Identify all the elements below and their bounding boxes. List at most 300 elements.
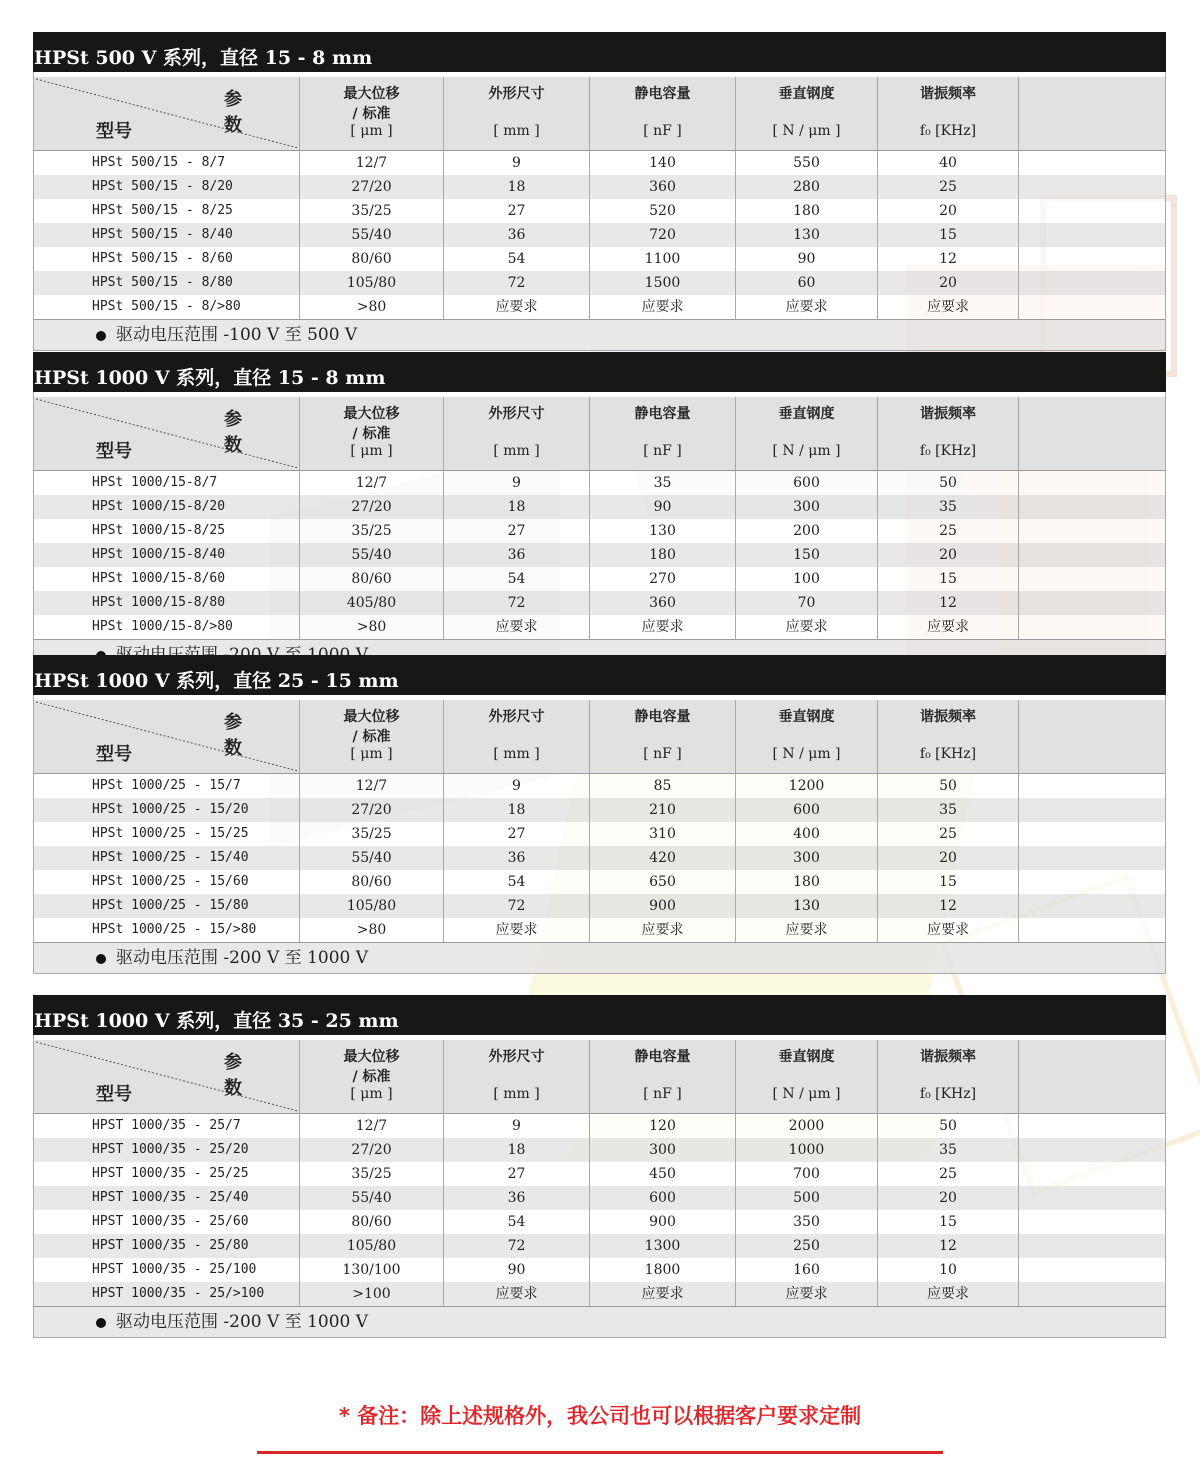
value-cell: 25 [878, 1162, 1019, 1186]
value-cell: 20 [878, 846, 1019, 870]
model-cell: HPSt 500/15 - 8/20 [34, 175, 300, 199]
table-row [34, 295, 1165, 319]
header-label-line: [ nF ] [643, 123, 682, 139]
header-corner-cell [34, 700, 300, 773]
table-row [34, 567, 1165, 591]
value-cell: 54 [444, 870, 590, 894]
value-cell: 应要求 [590, 615, 736, 639]
value-cell: 1000 [736, 1138, 878, 1162]
value-cell: 50 [878, 471, 1019, 495]
model-cell: HPSt 1000/15-8/80 [34, 591, 300, 615]
empty-cell [1019, 1162, 1165, 1186]
model-cell: HPSt 1000/25 - 15/40 [34, 846, 300, 870]
value-cell: 12 [878, 894, 1019, 918]
empty-cell [1019, 271, 1165, 295]
value-cell: 85 [590, 774, 736, 798]
empty-cell [1019, 1114, 1165, 1138]
header-label-line: 最大位移 [343, 86, 400, 102]
drive-voltage-footer [34, 942, 1165, 973]
table-row [34, 591, 1165, 615]
value-cell: 250 [736, 1234, 878, 1258]
value-cell: 90 [590, 495, 736, 519]
value-cell: >80 [300, 918, 444, 942]
header-freq [878, 77, 1019, 150]
header-label-line: [ mm ] [493, 443, 540, 459]
model-header-label: 型号 [96, 441, 132, 462]
header-label-line: [ μm ] [350, 123, 393, 139]
model-header-label: 型号 [96, 1084, 132, 1105]
model-cell: HPSt 1000/15-8/7 [34, 471, 300, 495]
param-header-label: 参 数 [224, 409, 262, 456]
param-header-label: 参 数 [224, 712, 262, 759]
value-cell: 25 [878, 822, 1019, 846]
table-row [34, 495, 1165, 519]
header-stiff [736, 77, 878, 150]
table-row [34, 543, 1165, 567]
model-cell: HPSt 500/15 - 8/>80 [34, 295, 300, 319]
spec-table-section [33, 352, 1166, 671]
value-cell: 应要求 [444, 1282, 590, 1306]
drive-voltage-text: 驱动电压范围 -100 V 至 500 V [116, 325, 358, 345]
value-cell: 40 [878, 151, 1019, 175]
header-label-line: [ μm ] [350, 1086, 393, 1102]
spec-table [33, 1035, 1166, 1338]
value-cell: 15 [878, 1210, 1019, 1234]
bullet-icon [96, 331, 106, 341]
header-corner-cell [34, 1040, 300, 1113]
model-cell: HPST 1000/35 - 25/7 [34, 1114, 300, 1138]
value-cell: 72 [444, 271, 590, 295]
value-cell: 20 [878, 199, 1019, 223]
value-cell: 应要求 [444, 295, 590, 319]
table-row [34, 199, 1165, 223]
table-row [34, 1138, 1165, 1162]
value-cell: 310 [590, 822, 736, 846]
table-row [34, 247, 1165, 271]
value-cell: 1500 [590, 271, 736, 295]
model-cell: HPSt 1000/15-8/60 [34, 567, 300, 591]
value-cell: 140 [590, 151, 736, 175]
header-label-line: f₀ [KHz] [919, 123, 977, 139]
value-cell: 36 [444, 846, 590, 870]
model-cell: HPSt 500/15 - 8/60 [34, 247, 300, 271]
header-label-line: 垂直钢度 [778, 1049, 835, 1065]
value-cell: 105/80 [300, 271, 444, 295]
header-cap [590, 397, 736, 470]
drive-voltage-text: 驱动电压范围 -200 V 至 1000 V [116, 1312, 369, 1332]
empty-cell [1019, 1138, 1165, 1162]
table-header [34, 72, 1165, 151]
model-cell: HPSt 1000/25 - 15/60 [34, 870, 300, 894]
empty-cell [1019, 846, 1165, 870]
header-disp [300, 1040, 444, 1113]
header-label-line: / 标准 [352, 1069, 391, 1085]
empty-cell [1019, 543, 1165, 567]
value-cell: 应要求 [736, 295, 878, 319]
value-cell: 72 [444, 894, 590, 918]
empty-cell [1019, 870, 1165, 894]
value-cell: 450 [590, 1162, 736, 1186]
value-cell: 12/7 [300, 151, 444, 175]
table-row [34, 471, 1165, 495]
value-cell: 20 [878, 543, 1019, 567]
header-size [444, 77, 590, 150]
model-cell: HPST 1000/35 - 25/>100 [34, 1282, 300, 1306]
table-row [34, 1114, 1165, 1138]
model-header-label: 型号 [96, 744, 132, 765]
model-cell: HPSt 1000/25 - 15/7 [34, 774, 300, 798]
header-label-line: f₀ [KHz] [919, 746, 977, 762]
header-corner-cell [34, 397, 300, 470]
value-cell: 105/80 [300, 894, 444, 918]
value-cell: 100 [736, 567, 878, 591]
header-label-line: 外形尺寸 [488, 709, 545, 725]
value-cell: 应要求 [736, 615, 878, 639]
empty-cell [1019, 519, 1165, 543]
spec-table-section [33, 32, 1166, 351]
value-cell: 1100 [590, 247, 736, 271]
value-cell: 27 [444, 199, 590, 223]
model-cell: HPST 1000/35 - 25/100 [34, 1258, 300, 1282]
model-cell: HPSt 1000/15-8/25 [34, 519, 300, 543]
model-cell: HPSt 500/15 - 8/80 [34, 271, 300, 295]
value-cell: 应要求 [590, 295, 736, 319]
value-cell: 270 [590, 567, 736, 591]
value-cell: 60 [736, 271, 878, 295]
header-size [444, 397, 590, 470]
header-label-line: [ μm ] [350, 746, 393, 762]
value-cell: 12/7 [300, 471, 444, 495]
value-cell: 600 [736, 798, 878, 822]
header-stiff [736, 700, 878, 773]
table-row [34, 615, 1165, 639]
spec-table-section [33, 995, 1166, 1338]
value-cell: >100 [300, 1282, 444, 1306]
table-body [34, 1114, 1165, 1306]
header-label-line: 静电容量 [634, 709, 691, 725]
table-row [34, 1234, 1165, 1258]
value-cell: 180 [590, 543, 736, 567]
value-cell: 70 [736, 591, 878, 615]
value-cell: 应要求 [590, 918, 736, 942]
table-row [34, 846, 1165, 870]
value-cell: 200 [736, 519, 878, 543]
header-label-line: [ nF ] [643, 746, 682, 762]
table-header [34, 392, 1165, 471]
value-cell: 12 [878, 247, 1019, 271]
empty-cell [1019, 615, 1165, 639]
value-cell: 55/40 [300, 223, 444, 247]
value-cell: 20 [878, 271, 1019, 295]
header-cap [590, 700, 736, 773]
value-cell: 280 [736, 175, 878, 199]
table-row [34, 223, 1165, 247]
table-row [34, 870, 1165, 894]
table-body [34, 471, 1165, 639]
empty-cell [1019, 495, 1165, 519]
header-empty [1019, 397, 1165, 470]
value-cell: 130 [736, 894, 878, 918]
value-cell: 10 [878, 1258, 1019, 1282]
value-cell: 35 [878, 798, 1019, 822]
empty-cell [1019, 591, 1165, 615]
value-cell: 应要求 [590, 1282, 736, 1306]
header-stiff [736, 1040, 878, 1113]
value-cell: 27/20 [300, 495, 444, 519]
header-size [444, 700, 590, 773]
value-cell: 27 [444, 822, 590, 846]
header-label-line: [ N / μm ] [772, 1086, 841, 1102]
value-cell: 35/25 [300, 519, 444, 543]
value-cell: 应要求 [444, 615, 590, 639]
custom-note: * 备注：除上述规格外，我公司也可以根据客户要求定制 [338, 1404, 862, 1428]
value-cell: 180 [736, 199, 878, 223]
model-cell: HPST 1000/35 - 25/25 [34, 1162, 300, 1186]
value-cell: 1300 [590, 1234, 736, 1258]
value-cell: 25 [878, 175, 1019, 199]
value-cell: 600 [736, 471, 878, 495]
table-header [34, 1035, 1165, 1114]
value-cell: 160 [736, 1258, 878, 1282]
table-row [34, 1186, 1165, 1210]
value-cell: 9 [444, 1114, 590, 1138]
header-label-line: 外形尺寸 [488, 1049, 545, 1065]
empty-cell [1019, 175, 1165, 199]
header-cap [590, 77, 736, 150]
param-header-label: 参 数 [224, 1052, 262, 1099]
value-cell: 54 [444, 247, 590, 271]
value-cell: 400 [736, 822, 878, 846]
table-body [34, 774, 1165, 942]
table-row [34, 822, 1165, 846]
value-cell: 12 [878, 591, 1019, 615]
model-cell: HPSt 1000/15-8/20 [34, 495, 300, 519]
model-cell: HPST 1000/35 - 25/20 [34, 1138, 300, 1162]
value-cell: 12/7 [300, 1114, 444, 1138]
table-row [34, 918, 1165, 942]
value-cell: 54 [444, 567, 590, 591]
value-cell: 130/100 [300, 1258, 444, 1282]
value-cell: 2000 [736, 1114, 878, 1138]
value-cell: 900 [590, 894, 736, 918]
value-cell: 50 [878, 1114, 1019, 1138]
model-cell: HPSt 1000/25 - 15/20 [34, 798, 300, 822]
header-label-line: / 标准 [352, 106, 391, 122]
value-cell: 12/7 [300, 774, 444, 798]
value-cell: 72 [444, 591, 590, 615]
value-cell: 80/60 [300, 567, 444, 591]
value-cell: 900 [590, 1210, 736, 1234]
header-label-line: 最大位移 [343, 709, 400, 725]
value-cell: 55/40 [300, 846, 444, 870]
empty-cell [1019, 798, 1165, 822]
value-cell: 55/40 [300, 543, 444, 567]
value-cell: 420 [590, 846, 736, 870]
header-label-line: [ mm ] [493, 1086, 540, 1102]
header-label-line: [ N / μm ] [772, 746, 841, 762]
header-cap [590, 1040, 736, 1113]
header-empty [1019, 77, 1165, 150]
empty-cell [1019, 1234, 1165, 1258]
section-title: HPSt 1000 V 系列，直径 25 - 15 mm [33, 655, 1166, 695]
value-cell: 500 [736, 1186, 878, 1210]
value-cell: 应要求 [444, 918, 590, 942]
header-label-line: 静电容量 [634, 406, 691, 422]
empty-cell [1019, 247, 1165, 271]
param-header-label: 参 数 [224, 89, 262, 136]
empty-cell [1019, 1258, 1165, 1282]
value-cell: 130 [736, 223, 878, 247]
value-cell: 应要求 [878, 918, 1019, 942]
value-cell: 应要求 [878, 295, 1019, 319]
value-cell: 300 [736, 846, 878, 870]
value-cell: 90 [736, 247, 878, 271]
header-label-line: 静电容量 [634, 1049, 691, 1065]
value-cell: 应要求 [736, 1282, 878, 1306]
header-label-line: 谐振频率 [920, 1049, 976, 1065]
empty-cell [1019, 774, 1165, 798]
value-cell: 1800 [590, 1258, 736, 1282]
value-cell: 105/80 [300, 1234, 444, 1258]
value-cell: 27/20 [300, 798, 444, 822]
table-row [34, 519, 1165, 543]
table-row [34, 271, 1165, 295]
header-disp [300, 77, 444, 150]
empty-cell [1019, 471, 1165, 495]
header-corner-cell [34, 77, 300, 150]
value-cell: 9 [444, 151, 590, 175]
empty-cell [1019, 151, 1165, 175]
header-label-line: 垂直钢度 [778, 709, 835, 725]
value-cell: 120 [590, 1114, 736, 1138]
value-cell: 72 [444, 1234, 590, 1258]
spec-table [33, 695, 1166, 974]
value-cell: 35/25 [300, 1162, 444, 1186]
header-freq [878, 397, 1019, 470]
value-cell: 1200 [736, 774, 878, 798]
spec-table-section [33, 655, 1166, 974]
value-cell: 80/60 [300, 870, 444, 894]
value-cell: 27 [444, 1162, 590, 1186]
value-cell: 650 [590, 870, 736, 894]
model-cell: HPSt 1000/25 - 15/>80 [34, 918, 300, 942]
section-title: HPSt 1000 V 系列，直径 35 - 25 mm [33, 995, 1166, 1035]
table-header [34, 695, 1165, 774]
header-label-line: f₀ [KHz] [919, 443, 977, 459]
value-cell: 36 [444, 543, 590, 567]
empty-cell [1019, 1210, 1165, 1234]
value-cell: 27/20 [300, 1138, 444, 1162]
value-cell: 15 [878, 223, 1019, 247]
value-cell: 应要求 [736, 918, 878, 942]
header-label-line: 谐振频率 [920, 406, 976, 422]
value-cell: 550 [736, 151, 878, 175]
header-label-line: 外形尺寸 [488, 86, 545, 102]
spec-table [33, 72, 1166, 351]
header-label-line: [ nF ] [643, 443, 682, 459]
value-cell: 35 [590, 471, 736, 495]
value-cell: 150 [736, 543, 878, 567]
value-cell: >80 [300, 295, 444, 319]
value-cell: 80/60 [300, 1210, 444, 1234]
value-cell: 18 [444, 798, 590, 822]
table-row [34, 1162, 1165, 1186]
table-row [34, 774, 1165, 798]
value-cell: 20 [878, 1186, 1019, 1210]
header-label-line: [ mm ] [493, 746, 540, 762]
table-row [34, 1210, 1165, 1234]
model-cell: HPSt 1000/25 - 15/25 [34, 822, 300, 846]
value-cell: 15 [878, 567, 1019, 591]
bullet-icon [96, 1318, 106, 1328]
value-cell: 720 [590, 223, 736, 247]
model-cell: HPSt 500/15 - 8/25 [34, 199, 300, 223]
header-label-line: 谐振频率 [920, 86, 976, 102]
table-row [34, 175, 1165, 199]
value-cell: 15 [878, 870, 1019, 894]
empty-cell [1019, 1282, 1165, 1306]
model-cell: HPSt 1000/15-8/40 [34, 543, 300, 567]
drive-voltage-footer [34, 1306, 1165, 1337]
value-cell: 405/80 [300, 591, 444, 615]
header-label-line: 谐振频率 [920, 709, 976, 725]
header-label-line: 最大位移 [343, 406, 400, 422]
value-cell: 36 [444, 223, 590, 247]
value-cell: 27/20 [300, 175, 444, 199]
empty-cell [1019, 822, 1165, 846]
header-freq [878, 1040, 1019, 1113]
model-cell: HPSt 500/15 - 8/7 [34, 151, 300, 175]
value-cell: 50 [878, 774, 1019, 798]
section-title: HPSt 500 V 系列，直径 15 - 8 mm [33, 32, 1166, 72]
section-title: HPSt 1000 V 系列，直径 15 - 8 mm [33, 352, 1166, 392]
header-label-line: 垂直钢度 [778, 86, 835, 102]
header-label-line: [ mm ] [493, 123, 540, 139]
header-label-line: f₀ [KHz] [919, 1086, 977, 1102]
value-cell: 300 [736, 495, 878, 519]
value-cell: 36 [444, 1186, 590, 1210]
value-cell: 210 [590, 798, 736, 822]
value-cell: 360 [590, 175, 736, 199]
value-cell: 360 [590, 591, 736, 615]
drive-voltage-text: 驱动电压范围 -200 V 至 1000 V [116, 948, 369, 968]
header-label-line: / 标准 [352, 426, 391, 442]
header-label-line: [ N / μm ] [772, 123, 841, 139]
empty-cell [1019, 223, 1165, 247]
table-row [34, 1258, 1165, 1282]
table-row [34, 1282, 1165, 1306]
header-label-line: 静电容量 [634, 86, 691, 102]
header-disp [300, 700, 444, 773]
value-cell: 25 [878, 519, 1019, 543]
value-cell: 27 [444, 519, 590, 543]
value-cell: 18 [444, 1138, 590, 1162]
model-cell: HPST 1000/35 - 25/40 [34, 1186, 300, 1210]
model-cell: HPST 1000/35 - 25/80 [34, 1234, 300, 1258]
value-cell: 9 [444, 774, 590, 798]
header-label-line: [ μm ] [350, 443, 393, 459]
value-cell: 18 [444, 175, 590, 199]
header-disp [300, 397, 444, 470]
drive-voltage-footer [34, 319, 1165, 350]
header-freq [878, 700, 1019, 773]
table-row [34, 894, 1165, 918]
note-underline [257, 1451, 943, 1454]
value-cell: 应要求 [878, 615, 1019, 639]
header-empty [1019, 700, 1165, 773]
empty-cell [1019, 1186, 1165, 1210]
header-stiff [736, 397, 878, 470]
